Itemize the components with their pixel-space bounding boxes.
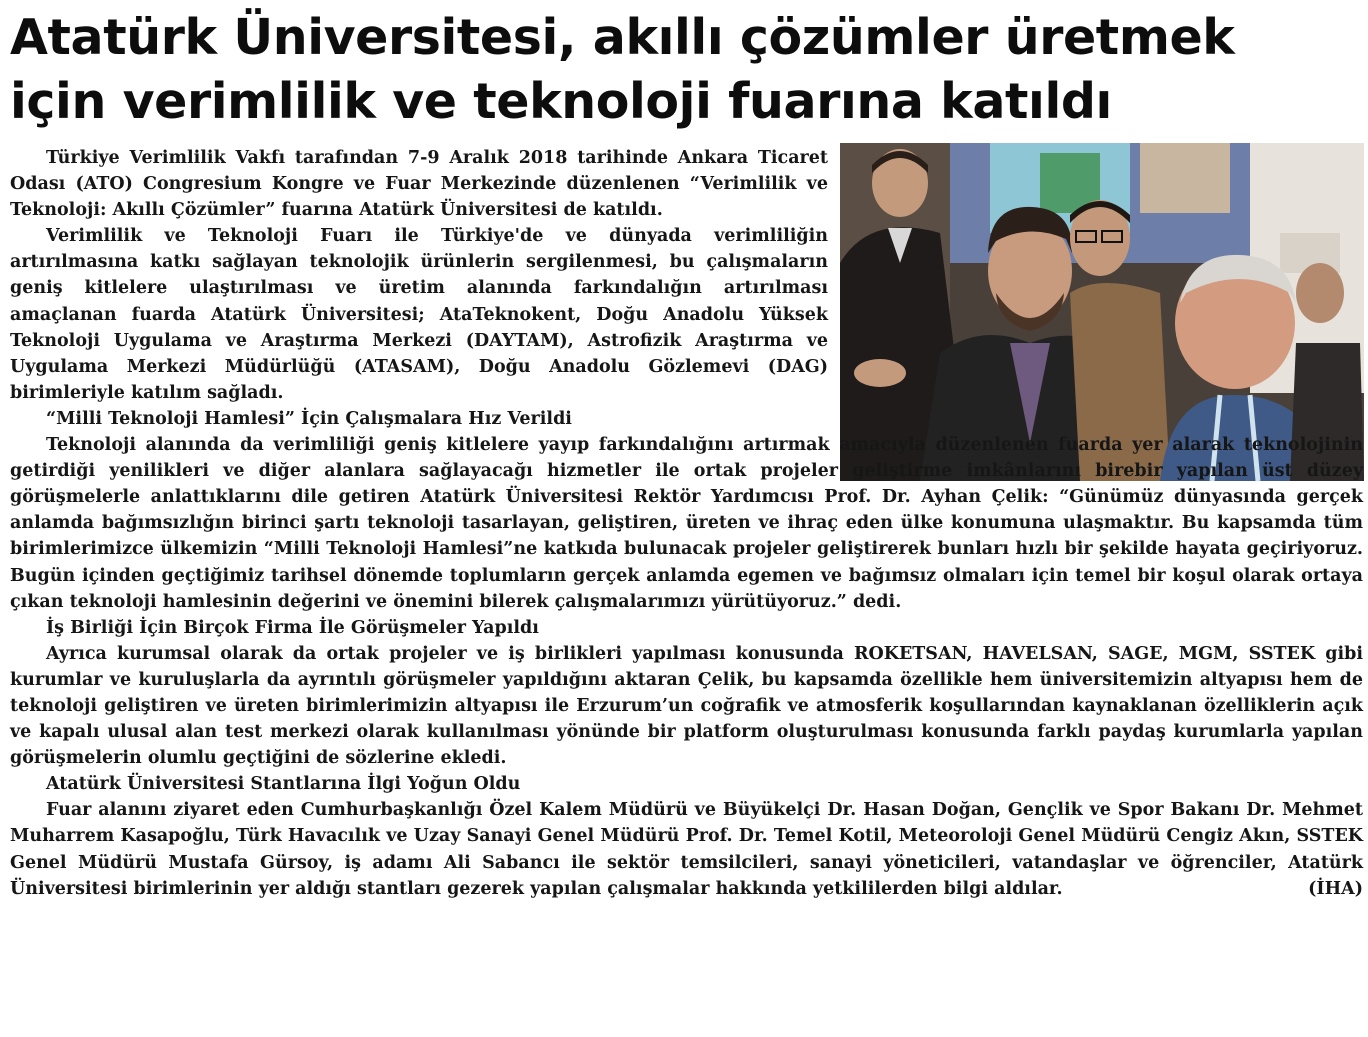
subheading-3: Atatürk Üniversitesi Stantlarına İlgi Yoğun Oldu (46, 774, 521, 795)
paragraph-3: Teknoloji alanında da verimliliği geniş kitlelere yayıp farkındalığını artırmak amacıyla düzenlenen fuarda yer alarak teknolojinin getirdiği yenilikleri ve diğer alanlara sağlayacağı hizmetler ile ortak projeler geliştirme imkânlarını birebir yapılan üst düzey görüşmelerle anlattıklarını dile getiren Atatürk Üniversitesi Rektör Yardımcısı Prof. Dr. Ayhan Çelik: “Günümüz dünyasında gerçek anlamda bağımsızlığın birinci şartı teknoloji tasarlayan, geliştiren, üreten ve ihraç eden ülke konumuna ulaşmaktır. Bu kapsamda tüm birimlerimizce ülkemizin “Milli Teknoloji Hamlesi”ne katkıda bulunacak projeler geliştirerek bunları hızlı bir şekilde hayata geçiriyoruz. Bugün içinden geçtiğimiz tarihsel dönemde toplumların gerçek anlamda egemen ve bağımsız olmaları için temel bir koşul olarak ortaya çıkan teknoloji hamlesinin değerini ve önemini bilerek çalışmalarımızı yürütüyoruz.” dedi. (10, 435, 1363, 612)
headline-line-2: için verimlilik ve teknoloji fuarına katıldı (10, 73, 1112, 130)
paragraph-5-text: Fuar alanını ziyaret eden Cumhurbaşkanlığı Özel Kalem Müdürü ve Büyükelçi Dr. Hasan Doğan, Gençlik ve Spor Bakanı Dr. Mehmet Muharrem Kasapoğlu, Türk Havacılık ve Uzay Sanayi Genel Müdürü Prof. Dr. Temel Kotil, Meteoroloji Genel Müdürü Cengiz Akın, SSTEK Genel Müdürü Mustafa Gürsoy, iş adamı Ali Sabancı ile sektör temsilcileri, sanayi yöneticileri, vatandaşlar ve öğrenciler, Atatürk Üniversitesi birimlerinin yer aldığı stantları gezerek yapılan çalışmalar hakkında yetkililerden bilgi aldılar. (10, 800, 1363, 899)
paragraph-5 (10, 797, 1363, 901)
paragraph-4: Ayrıca kurumsal olarak da ortak projeler ve iş birlikleri yapılması konusunda ROKETSAN, HAVELSAN, SAGE, MGM, SSTEK gibi kurumlar ve kuruluşlarla da ayrıntılı görüşmeler yapıldığını aktaran Çelik, bu kapsamda özellikle hem üniversitemizin altyapısı hem de teknoloji geliştiren ve üreten birimlerimizin altyapısı ile Erzurum’un coğrafik ve atmosferik koşullarından kaynaklanan özelliklerin açık ve kapalı ulusal alan test merkezi olarak kullanılması yönünde bir platform oluşturulması konusunda farklı paydaş kurumlarla yapılan görüşmelerin olumlu geçtiğini de sözlerine ekledi. (10, 643, 1363, 769)
article-column-narrow (10, 145, 828, 432)
headline (10, 6, 1360, 134)
headline-line-1: Atatürk Üniversitesi, akıllı çözümler üretmek (10, 9, 1235, 66)
subheading-2: İş Birliği İçin Birçok Firma İle Görüşmeler Yapıldı (46, 617, 539, 638)
paragraph-2: Verimlilik ve Teknoloji Fuarı ile Türkiye'de ve dünyada verimliliğin artırılmasına katkı sağlayan teknolojik ürünlerin sergilenmesi, bu çalışmaların geniş kitlelere ulaştırılması ve üretim alanında farkındalığın artırılması amaçlanan fuarda Atatürk Üniversitesi; AtaTeknokent, Doğu Anadolu Yüksek Teknoloji Uygulama ve Araştırma Merkezi (DAYTAM), Astrofizik Araştırma ve Uygulama Merkezi Müdürlüğü (ATASAM), Doğu Anadolu Gözlemevi (DAG) birimleriyle katılım sağladı. (10, 226, 828, 403)
subheading-1: “Milli Teknoloji Hamlesi” İçin Çalışmalara Hız Verildi (46, 408, 572, 429)
source-credit: (İHA) (1308, 878, 1363, 899)
article-body (10, 145, 1363, 902)
paragraph-1: Türkiye Verimlilik Vakfı tarafından 7-9 Aralık 2018 tarihinde Ankara Ticaret Odası (ATO) Congresium Kongre ve Fuar Merkezinde düzenlenen “Verimlilik ve Teknoloji: Akıllı Çözümler” fuarına Atatürk Üniversitesi de katıldı. (10, 148, 828, 221)
